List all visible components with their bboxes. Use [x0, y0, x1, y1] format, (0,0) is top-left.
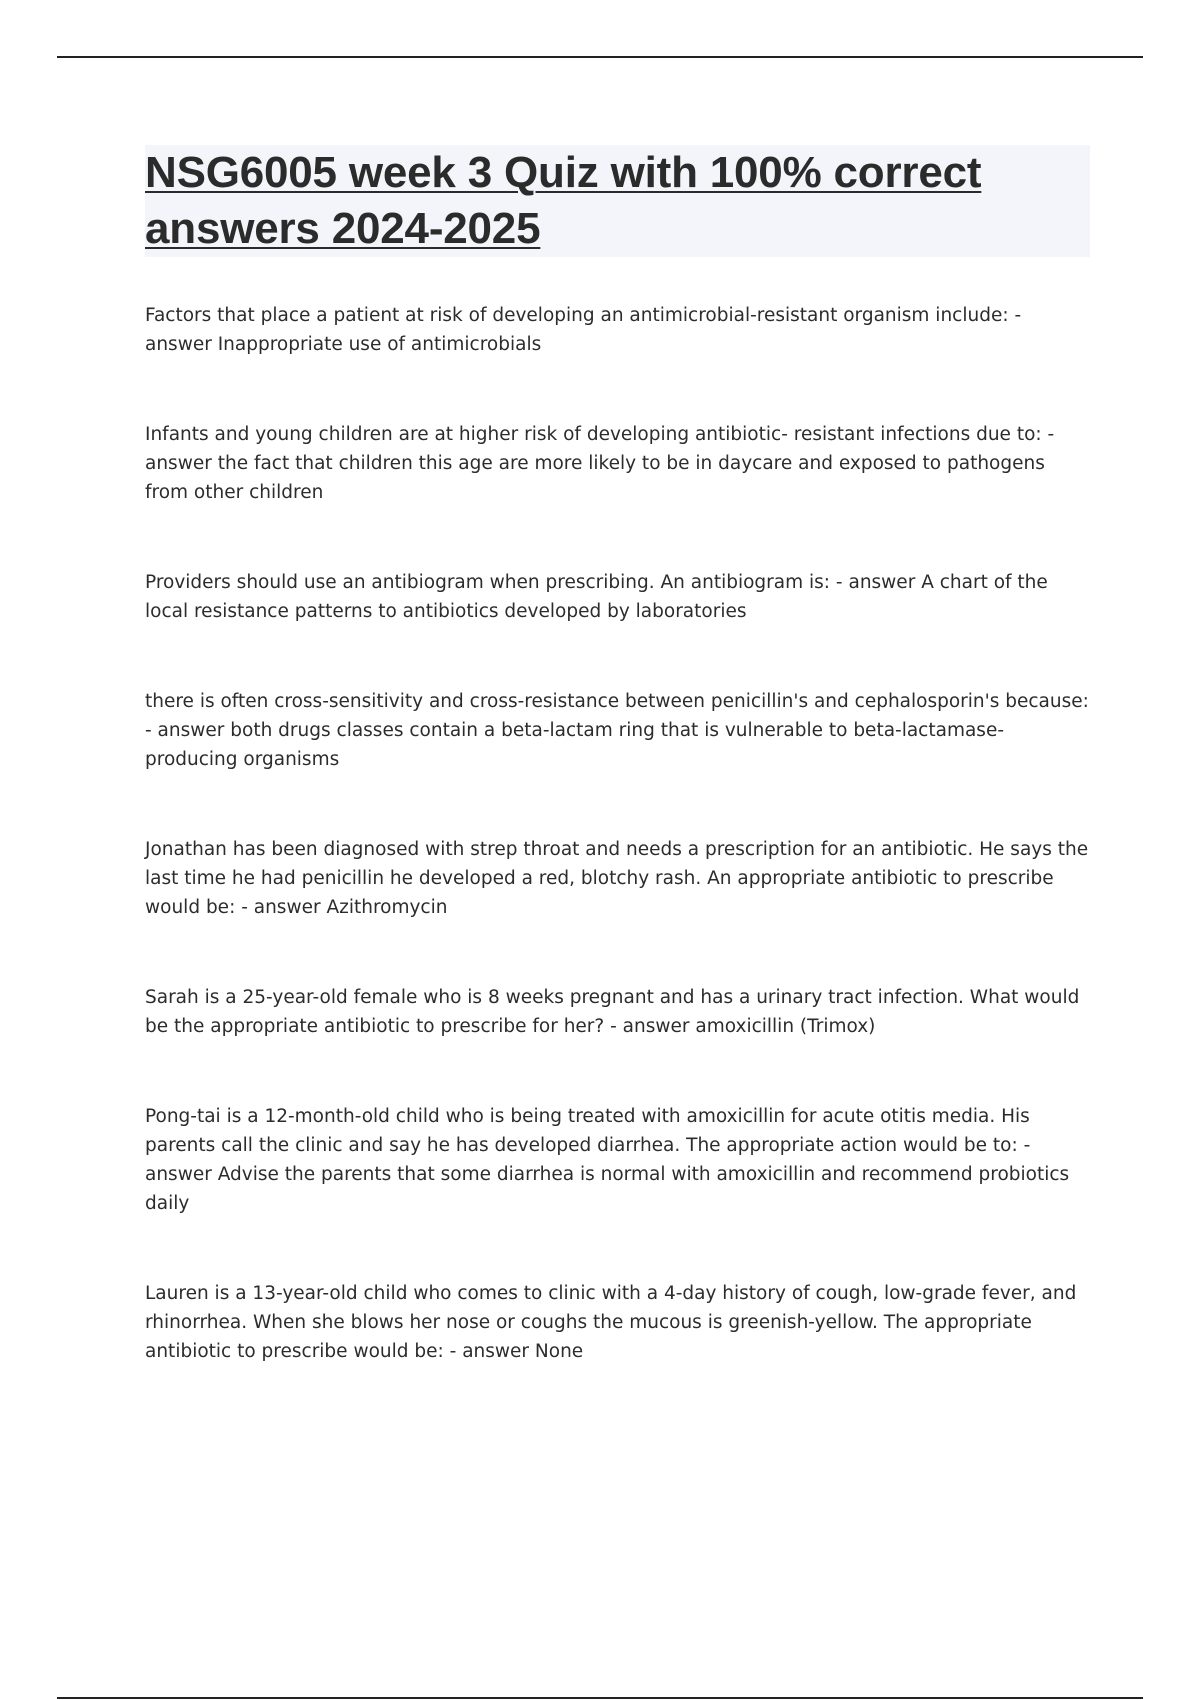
question-text: Pong-tai is a 12-month-old child who is being treated with amoxicillin for acute otitis media. His parents call the clinic and say he has developed diarrhea. The appropriate action would be to: [145, 1106, 1030, 1156]
question-text: Infants and young children are at higher risk of developing antibiotic- resistant infections due to: [145, 424, 1042, 445]
answer-separator: - answer [145, 424, 1055, 474]
qa-item-8 [145, 1279, 1090, 1366]
answer-text: A chart of the local resistance patterns to antibiotics developed by laboratories [145, 572, 1048, 622]
question-text: Factors that place a patient at risk of developing an antimicrobial-resistant organism include: [145, 305, 1009, 326]
question-text: Providers should use an antibiogram when prescribing. An antibiogram is: [145, 572, 831, 593]
qa-item-4 [145, 687, 1090, 774]
answer-separator: - answer [449, 1341, 530, 1362]
question-text: there is often cross-sensitivity and cross-resistance between penicillin's and cephalosporin's because: [145, 691, 1089, 712]
answer-text: Advise the parents that some diarrhea is normal with amoxicillin and recommend probiotics daily [145, 1164, 1070, 1214]
answer-text: both drugs classes contain a beta-lactam ring that is vulnerable to beta-lactamase-producing organisms [145, 720, 1004, 770]
answer-text: None [534, 1341, 584, 1362]
answer-text: Inappropriate use of antimicrobials [217, 334, 542, 355]
answer-separator: - answer [145, 1135, 1031, 1185]
question-text: Jonathan has been diagnosed with strep throat and needs a prescription for an antibiotic. He says the last time he had penicillin he developed a red, blotchy rash. An appropriate antibiotic to prescribe would be: [145, 839, 1089, 918]
qa-item-2 [145, 420, 1090, 507]
answer-separator: - answer [145, 305, 1022, 355]
document-title: NSG6005 week 3 Quiz with 100% correct answers 2024-2025 [145, 148, 982, 253]
question-text: Sarah is a 25-year-old female who is 8 weeks pregnant and has a urinary tract infection. What would be the appropriate antibiotic to prescribe for her? [145, 987, 1080, 1037]
answer-text: the fact that children this age are more likely to be in daycare and exposed to pathogens from other children [145, 453, 1045, 503]
answer-separator: - answer [145, 720, 225, 741]
question-text: Lauren is a 13-year-old child who comes to clinic with a 4-day history of cough, low-grade fever, and rhinorrhea. When she blows her nose or coughs the mucous is greenish-yellow. The appropriate antibiotic to prescribe would be: [145, 1283, 1077, 1362]
qa-item-7 [145, 1102, 1090, 1218]
qa-item-1 [145, 301, 1090, 359]
answer-separator: - answer [241, 897, 321, 918]
answer-separator: - answer [835, 572, 916, 593]
question-answer-list [145, 301, 1090, 1427]
top-page-rule [57, 56, 1143, 58]
title-block [145, 145, 1090, 257]
answer-separator: - answer [610, 1016, 690, 1037]
qa-item-5 [145, 835, 1090, 922]
answer-text: Azithromycin [326, 897, 448, 918]
qa-item-3 [145, 568, 1090, 626]
bottom-page-rule [57, 1697, 1143, 1699]
qa-item-6 [145, 983, 1090, 1041]
answer-text: amoxicillin (Trimox) [695, 1016, 876, 1037]
